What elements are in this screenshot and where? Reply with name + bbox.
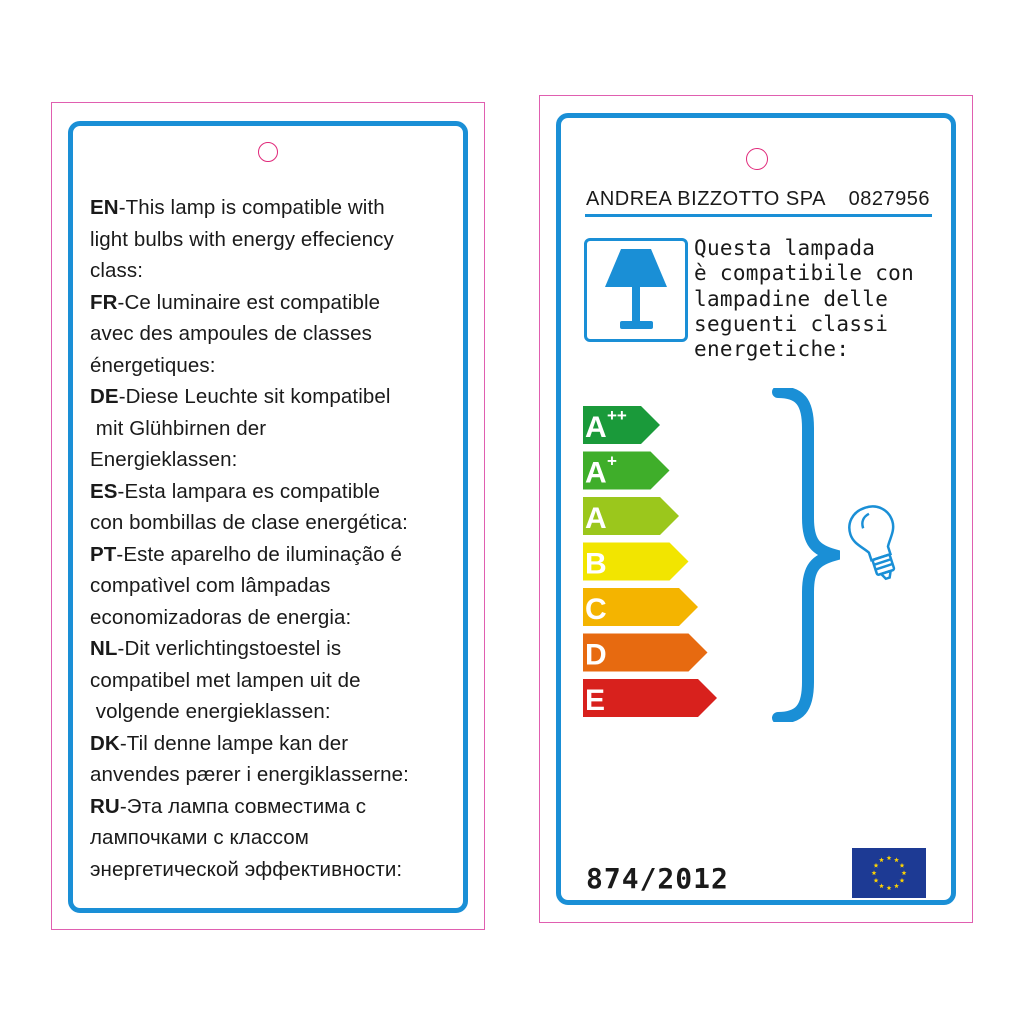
energy-class-label: D — [585, 638, 607, 672]
energy-class-aplusplus — [583, 406, 660, 444]
language-text: con bombillas de clase energética: — [90, 511, 408, 534]
language-code: ES — [90, 479, 118, 503]
language-text: лампочками с классом — [90, 826, 309, 849]
table-lamp-icon — [584, 238, 688, 342]
language-text: economizadoras de energia: — [90, 605, 352, 629]
energy-class-label: C — [585, 593, 607, 626]
language-text: light bulbs with energy effeciency — [90, 227, 394, 251]
language-block-de — [90, 381, 460, 476]
energy-class-scale — [583, 404, 733, 724]
language-code: EN — [90, 196, 119, 219]
language-code: FR — [90, 290, 118, 314]
language-text: -Ce luminaire est compatible — [117, 290, 381, 314]
language-line — [90, 224, 460, 256]
energy-class-label: A — [585, 502, 607, 535]
energy-class-a — [583, 497, 679, 535]
language-text: энергетической эффективности: — [90, 857, 403, 881]
energy-class-label: A — [585, 411, 607, 444]
company-code: 0827956 — [848, 188, 930, 210]
language-block-ru — [90, 791, 460, 886]
compatibility-text — [694, 236, 944, 362]
language-text: volgende energieklassen: — [90, 700, 331, 723]
energy-class-label: B — [585, 547, 607, 581]
energy-class-superscript: + — [607, 451, 617, 471]
company-header — [585, 186, 932, 217]
language-block-nl — [90, 633, 460, 728]
language-text: class: — [90, 259, 144, 282]
company-name: ANDREA BIZZOTTO SPA — [586, 188, 826, 210]
language-line — [90, 633, 460, 665]
compat-line: è compatibile con — [694, 261, 915, 286]
light-bulb-icon — [848, 500, 904, 584]
language-code: DK — [90, 731, 120, 755]
language-line — [90, 791, 460, 823]
language-line — [90, 255, 460, 287]
language-line — [90, 665, 460, 697]
language-line — [90, 476, 460, 508]
energy-class-aplus — [583, 452, 670, 490]
language-text: -Эта лампа совместима с — [119, 794, 367, 818]
language-text: compatìvel com lâmpadas — [90, 574, 331, 597]
language-text: mit Glühbirnen der — [90, 416, 267, 440]
energy-class-label: A — [585, 456, 607, 490]
energy-class-label: E — [585, 684, 606, 717]
compat-line: Questa lampada — [694, 236, 876, 260]
compat-line: energetiche: — [694, 337, 850, 362]
energy-class-e — [583, 679, 717, 717]
language-text: énergetiques: — [90, 353, 216, 377]
language-text: anvendes pærer i energiklasserne: — [90, 763, 409, 786]
language-block-pt — [90, 539, 460, 634]
language-text: -Dit verlichtingstoestel is — [117, 637, 342, 660]
language-line — [90, 602, 460, 634]
language-line — [90, 318, 460, 350]
hang-hole-icon — [258, 142, 278, 162]
energy-class-superscript: ++ — [607, 406, 627, 425]
energy-class-c — [583, 588, 698, 626]
compat-line: seguenti classi — [694, 311, 889, 336]
hang-hole-icon — [746, 148, 768, 170]
language-text: Energieklassen: — [90, 448, 238, 471]
language-line — [90, 570, 460, 602]
language-line — [90, 759, 460, 791]
language-line — [90, 696, 460, 728]
language-text: -Diese Leuchte sit kompatibel — [118, 385, 391, 408]
language-text: -Til denne lampe kan der — [119, 731, 349, 755]
language-code: NL — [90, 637, 118, 660]
language-line — [90, 381, 460, 413]
language-code: PT — [90, 542, 117, 566]
language-code: DE — [90, 385, 119, 408]
language-block-es — [90, 476, 460, 539]
language-text: -Este aparelho de iluminação é — [116, 542, 403, 566]
language-line — [90, 413, 460, 445]
language-line — [90, 539, 460, 571]
language-block-en — [90, 192, 460, 287]
language-line — [90, 728, 460, 760]
language-line — [90, 192, 460, 224]
language-text: compatibel met lampen uit de — [90, 668, 361, 692]
compat-line: lampadine delle — [694, 286, 889, 311]
language-line — [90, 507, 460, 539]
language-list — [90, 192, 460, 885]
language-line — [90, 822, 460, 854]
curly-brace-icon — [770, 388, 840, 722]
regulation-number: 874/2012 — [586, 862, 729, 895]
language-code: RU — [90, 794, 120, 818]
language-line — [90, 350, 460, 382]
language-line — [90, 444, 460, 476]
energy-class-b — [583, 543, 689, 581]
language-text: avec des ampoules de classes — [90, 322, 372, 345]
language-text: -This lamp is compatible with — [118, 196, 385, 219]
language-line — [90, 854, 460, 886]
language-block-dk — [90, 728, 460, 791]
language-text: -Esta lampara es compatible — [117, 479, 381, 503]
language-line — [90, 287, 460, 319]
energy-class-d — [583, 634, 708, 672]
eu-flag-icon — [852, 848, 926, 898]
language-block-fr — [90, 287, 460, 382]
